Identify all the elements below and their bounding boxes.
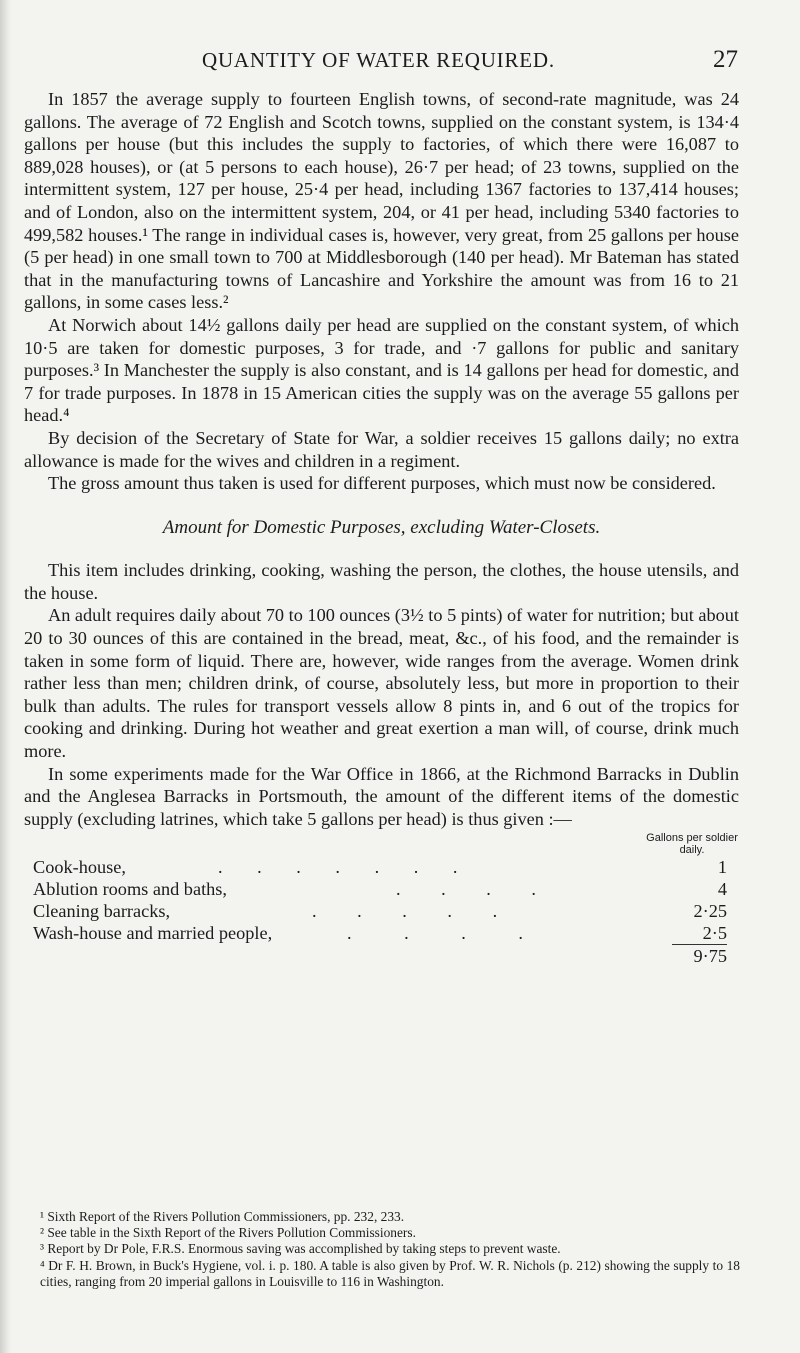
table-row [33, 900, 739, 922]
row-label: Cook-house, [33, 857, 126, 878]
running-title: QUANTITY OF WATER REQUIRED. [202, 48, 555, 72]
row-value: 2·25 [693, 901, 727, 922]
row-value: 2·5 [702, 923, 727, 944]
table-row [33, 922, 739, 944]
footnote: ³ Report by Dr Pole, F.R.S. Enormous saving was accomplished by taking steps to prevent waste. [40, 1241, 561, 1257]
leader-dots: . . . . . . . [218, 857, 458, 878]
table-row [33, 856, 739, 878]
row-value: 1 [717, 857, 727, 878]
table-row [33, 878, 739, 900]
row-label: Wash-house and married people, [33, 923, 273, 944]
running-header [0, 48, 800, 78]
leader-dots: . . . . [347, 923, 523, 944]
footnotes [40, 1209, 740, 1290]
leader-dots: . . . . . [312, 901, 498, 922]
paragraph: In 1857 the average supply to fourteen English towns, of second-rate magnitude, was 24 gallons. The average of 72 English and Scotch towns, supplied on the constant system, is 134·4 gallons per house (but this includes the supply to factories, of which there were 16,087 to 889,028 houses), or (at 5 persons to each house), 26·7 per head; of 23 towns, supplied on the intermittent system, 127 per house, 25·4 per head, including 1367 factories to 137,414 houses; and of London, also on the intermittent system, 204, or 41 per head, including 5340 factories to 499,582 houses.¹ The range in individual cases is, however, very great, from 25 gallons per house (5 per head) in one small town to 700 at Middlesborough (140 per head). Mr Bateman has stated that in the manufacturing towns of Lancashire and Yorkshire the amount was from 16 to 21 gallons, in some cases less.² [24, 89, 739, 313]
footnote: ¹ Sixth Report of the Rivers Pollution Commissioners, pp. 232, 233. [40, 1209, 405, 1224]
water-allowance-table [24, 832, 739, 967]
paragraph: By decision of the Secretary of State for War, a soldier receives 15 gallons daily; no extra allowance is made for the wives and children in a regiment. [24, 427, 739, 471]
paragraph: At Norwich about 14½ gallons daily per head are supplied on the constant system, of which 10·5 are taken for domestic purposes, 3 for trade, and ·7 gallons for public and sanitary purposes.³ In Manchester the supply is also constant, and is 14 gallons per head for domestic, and 7 for trade purposes. In 1878 in 15 American cities the supply was on the average 55 gallons per head.⁴ [24, 314, 739, 426]
paragraph: The gross amount thus taken is used for different purposes, which must now be considered. [48, 473, 716, 494]
row-value: 4 [717, 879, 727, 900]
page-number: 27 [713, 46, 738, 73]
paragraph: In some experiments made for the War Office in 1866, at the Richmond Barracks in Dublin and the Anglesea Barracks in Portsmouth, the amount of the different items of the domestic supply (excluding latrines, which take 5 gallons per head) is thus given :— [24, 763, 739, 829]
paragraph: An adult requires daily about 70 to 100 ounces (3½ to 5 pints) of water for nutrition; but about 20 to 30 ounces of this are contained in the bread, meat, &c., of his food, and the remainder is taken in some form of liquid. There are, however, wide ranges from the average. Women drink rather less than men; children drink, of course, absolutely less, but more in proportion to their bulk than adults. The rules for transport vessels allow 8 pints in, and 6 out of the tropics for cooking and drinking. During hot weather and great exertion a man will, of course, drink much more. [24, 605, 740, 762]
leader-dots: . . . . [396, 879, 536, 900]
table-total: 9·75 [693, 946, 727, 967]
section-heading: Amount for Domestic Purposes, excluding Water-Closets. [162, 516, 601, 538]
footnote: ⁴ Dr F. H. Brown, in Buck's Hygiene, vol. i. p. 180. A table is also given by Prof. W. R. Nichols (p. 212) showing the supply to 18 cities, ranging from 20 imperial gallons in Louisville to 116 in Washington. [40, 1257, 740, 1289]
page-binding-shadow [0, 0, 12, 1353]
footnote: ² See table in the Sixth Report of the Rivers Pollution Commissioners. [40, 1225, 416, 1241]
row-label: Cleaning barracks, [33, 901, 171, 922]
page-body [24, 88, 740, 967]
paragraph: This item includes drinking, cooking, washing the person, the clothes, the house utensils, and the house. [24, 560, 739, 603]
table-column-header: Gallons per soldier daily. [646, 832, 738, 857]
row-label: Ablution rooms and baths, [33, 879, 227, 900]
